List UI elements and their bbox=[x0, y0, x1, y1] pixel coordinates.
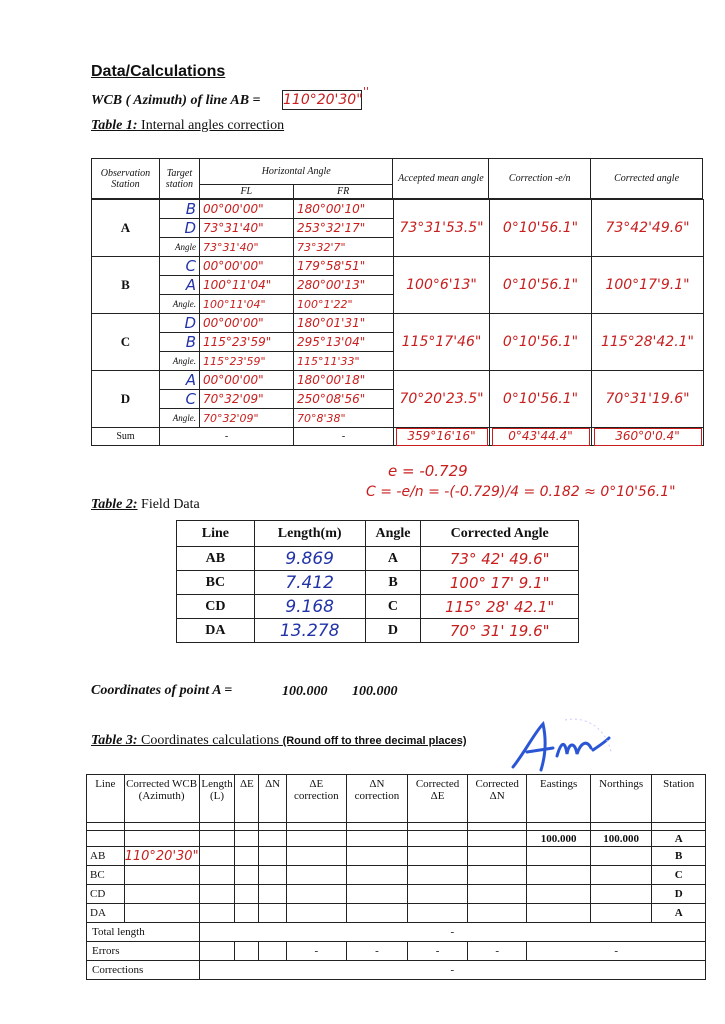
empty-cell bbox=[527, 866, 590, 885]
table1-caption bbox=[91, 118, 284, 134]
length-cell: 7.412 bbox=[254, 571, 365, 595]
empty-cell bbox=[286, 847, 346, 866]
empty-cell bbox=[87, 823, 125, 831]
empty-cell bbox=[590, 823, 652, 831]
line-cell: BC bbox=[177, 571, 255, 595]
empty-cell bbox=[467, 831, 527, 847]
coords-header-cell: Northings bbox=[590, 775, 652, 823]
fr-reading: 180°00'10" bbox=[293, 199, 394, 219]
sum-dash: - bbox=[159, 427, 294, 446]
wcb-label: WCB ( Azimuth) of line AB = bbox=[91, 93, 261, 108]
angle-label: Angle. bbox=[159, 294, 200, 314]
length-cell: 13.278 bbox=[254, 619, 365, 643]
mean-angle: 100°6'13" bbox=[393, 256, 490, 314]
corrected-angle: 73°42'49.6" bbox=[591, 199, 704, 257]
sum-correction: 0°43'44.4" bbox=[489, 427, 592, 446]
coords-header-cell: ΔN bbox=[259, 775, 287, 823]
line-cell: DA bbox=[87, 904, 125, 923]
coords-header-cell: ΔE correction bbox=[286, 775, 346, 823]
target-station: D bbox=[159, 218, 200, 238]
fl-reading: 115°23'59" bbox=[199, 351, 294, 371]
fl-reading: 00°00'00" bbox=[199, 313, 294, 333]
empty-cell bbox=[527, 904, 590, 923]
mean-angle: 115°17'46" bbox=[393, 313, 490, 371]
start-easting: 100.000 bbox=[527, 831, 590, 847]
obs-station-c: C bbox=[91, 313, 160, 371]
start-row bbox=[87, 831, 706, 847]
sum-row bbox=[91, 427, 703, 445]
coords-header-cell: Corrected ΔN bbox=[467, 775, 527, 823]
target-station: C bbox=[159, 389, 200, 409]
empty-cell bbox=[286, 823, 346, 831]
station-cell: C bbox=[652, 866, 706, 885]
fr-reading: 250°08'56" bbox=[293, 389, 394, 409]
sum-corrected: 360°0'0.4" bbox=[591, 427, 704, 446]
target-station: B bbox=[159, 199, 200, 219]
empty-cell bbox=[124, 831, 199, 847]
table1-title: Internal angles correction bbox=[137, 118, 285, 133]
empty-cell bbox=[235, 847, 259, 866]
length-header: Length(m) bbox=[254, 521, 365, 547]
empty-cell bbox=[346, 847, 408, 866]
coords-header-row bbox=[87, 775, 706, 823]
empty-cell bbox=[259, 831, 287, 847]
empty-cell bbox=[235, 823, 259, 831]
empty-cell bbox=[124, 823, 199, 831]
corrected-angle: 100°17'9.1" bbox=[591, 256, 704, 314]
error-calc: e = -0.729 bbox=[388, 462, 468, 480]
length-cell: 9.168 bbox=[254, 595, 365, 619]
fr-reading: 295°13'04" bbox=[293, 332, 394, 352]
field-data-row bbox=[177, 571, 579, 595]
correction-value: 0°10'56.1" bbox=[489, 199, 592, 257]
coords-header-cell: ΔE bbox=[235, 775, 259, 823]
corrected-angle-header: Corrected Angle bbox=[421, 521, 579, 547]
empty-cell bbox=[590, 904, 652, 923]
sum-mean: 359°16'16" bbox=[393, 427, 490, 446]
total-length-value: - bbox=[199, 923, 705, 942]
coords-header-cell: Station bbox=[652, 775, 706, 823]
obs-station-a: A bbox=[91, 199, 160, 257]
spacer-row bbox=[87, 823, 706, 831]
empty-cell bbox=[408, 823, 468, 831]
field-data-row bbox=[177, 619, 579, 643]
corrections-row-label: Corrections bbox=[87, 961, 200, 980]
empty-cell bbox=[527, 823, 590, 831]
empty-cell bbox=[346, 904, 408, 923]
table3-note: (Round off to three decimal places) bbox=[282, 735, 467, 747]
empty-cell bbox=[467, 823, 527, 831]
empty-cell bbox=[346, 885, 408, 904]
field-data-row bbox=[177, 547, 579, 571]
obs-station-b: B bbox=[91, 256, 160, 314]
wcb-value-box bbox=[282, 90, 362, 110]
line-cell: BC bbox=[87, 866, 125, 885]
empty-cell bbox=[590, 885, 652, 904]
empty-cell bbox=[286, 885, 346, 904]
fr-reading: 180°01'31" bbox=[293, 313, 394, 333]
station-cell: A bbox=[652, 904, 706, 923]
empty-cell bbox=[652, 823, 706, 831]
table2-label: Table 2: bbox=[91, 497, 138, 512]
fl-reading: 70°32'09" bbox=[199, 408, 294, 428]
corrected-angle: 115°28'42.1" bbox=[591, 313, 704, 371]
field-data-row bbox=[177, 595, 579, 619]
empty-cell bbox=[408, 904, 468, 923]
empty-cell bbox=[286, 904, 346, 923]
coordinates-table bbox=[86, 774, 706, 980]
horizontal-angle-header: Horizontal Angle bbox=[199, 159, 393, 185]
empty-cell bbox=[346, 831, 408, 847]
fl-reading: 115°23'59" bbox=[199, 332, 294, 352]
wcb-cell bbox=[124, 904, 199, 923]
coords-header-cell: ΔN correction bbox=[346, 775, 408, 823]
line-cell: DA bbox=[177, 619, 255, 643]
correction-value: 0°10'56.1" bbox=[489, 313, 592, 371]
obs-station-d: D bbox=[91, 370, 160, 428]
angle-label: Angle. bbox=[159, 408, 200, 428]
fr-reading: 73°32'7" bbox=[293, 237, 394, 257]
target-station: C bbox=[159, 256, 200, 276]
corrected-angle-cell: 73° 42' 49.6" bbox=[421, 547, 579, 571]
wcb-cell bbox=[124, 885, 199, 904]
station-cell: B bbox=[652, 847, 706, 866]
fr-reading: 180°00'18" bbox=[293, 370, 394, 390]
signature-stamp bbox=[505, 712, 615, 782]
empty-cell bbox=[199, 823, 235, 831]
coords-header-cell: Length (L) bbox=[199, 775, 235, 823]
empty-cell bbox=[259, 823, 287, 831]
errors-row bbox=[87, 942, 706, 961]
fl-reading: 73°31'40" bbox=[199, 218, 294, 238]
line-cell: CD bbox=[87, 885, 125, 904]
fl-reading: 70°32'09" bbox=[199, 389, 294, 409]
fl-reading: 00°00'00" bbox=[199, 199, 294, 219]
empty-cell bbox=[199, 866, 235, 885]
fl-reading: 00°00'00" bbox=[199, 370, 294, 390]
empty-cell bbox=[87, 831, 125, 847]
coord-a-northing: 100.000 bbox=[352, 684, 398, 699]
target-station: A bbox=[159, 370, 200, 390]
error-cell: - bbox=[346, 942, 408, 961]
coords-header-cell: Eastings bbox=[527, 775, 590, 823]
fr-reading: 70°8'38" bbox=[293, 408, 394, 428]
empty-cell bbox=[527, 885, 590, 904]
corrected-angle-cell: 100° 17' 9.1" bbox=[421, 571, 579, 595]
target-station: D bbox=[159, 313, 200, 333]
fl-reading: 73°31'40" bbox=[199, 237, 294, 257]
table1-label: Table 1: bbox=[91, 118, 138, 133]
obs-station-header: Observation Station bbox=[92, 159, 160, 199]
angle-label: Angle. bbox=[159, 351, 200, 371]
empty-cell bbox=[259, 904, 287, 923]
fr-reading: 179°58'51" bbox=[293, 256, 394, 276]
corrected-angle-header: Corrected angle bbox=[591, 159, 703, 199]
empty-cell bbox=[527, 847, 590, 866]
line-cell: AB bbox=[177, 547, 255, 571]
empty-cell bbox=[199, 904, 235, 923]
target-station: A bbox=[159, 275, 200, 295]
correction-value: 0°10'56.1" bbox=[489, 256, 592, 314]
corrections-value: - bbox=[199, 961, 705, 980]
wcb-mark: '' bbox=[363, 85, 370, 98]
fr-reading: 280°00'13" bbox=[293, 275, 394, 295]
empty-cell bbox=[286, 866, 346, 885]
fl-reading: 100°11'04" bbox=[199, 275, 294, 295]
correction-header: Correction -e/n bbox=[489, 159, 591, 199]
empty-cell bbox=[199, 831, 235, 847]
empty-cell bbox=[346, 866, 408, 885]
corrected-angle-cell: 115° 28' 42.1" bbox=[421, 595, 579, 619]
coords-row bbox=[87, 885, 706, 904]
total-length-row-label: Total length bbox=[87, 923, 200, 942]
target-station-header: Target station bbox=[159, 159, 199, 199]
empty-cell bbox=[467, 847, 527, 866]
angle-cell: A bbox=[365, 547, 421, 571]
table3-caption bbox=[91, 733, 467, 749]
correction-value: 0°10'56.1" bbox=[489, 370, 592, 428]
table3-label: Table 3: bbox=[91, 733, 138, 748]
station-block-b bbox=[91, 256, 703, 313]
wcb-value: 110°20'30" bbox=[283, 92, 363, 108]
mean-angle: 70°20'23.5" bbox=[393, 370, 490, 428]
station-block-c bbox=[91, 313, 703, 370]
fr-reading: 253°32'17" bbox=[293, 218, 394, 238]
fr-reading: 115°11'33" bbox=[293, 351, 394, 371]
table3-title: Coordinates calculations bbox=[137, 733, 283, 748]
empty-cell bbox=[467, 885, 527, 904]
coords-row bbox=[87, 866, 706, 885]
signature-icon bbox=[505, 712, 615, 782]
station-cell: A bbox=[652, 831, 706, 847]
fr-reading: 100°1'22" bbox=[293, 294, 394, 314]
coords-row bbox=[87, 904, 706, 923]
error-cell: - bbox=[286, 942, 346, 961]
empty-cell bbox=[590, 847, 652, 866]
empty-cell bbox=[467, 904, 527, 923]
angle-cell: D bbox=[365, 619, 421, 643]
empty-cell bbox=[235, 831, 259, 847]
length-cell: 9.869 bbox=[254, 547, 365, 571]
mean-angle-header: Accepted mean angle bbox=[393, 159, 489, 199]
mean-angle: 73°31'53.5" bbox=[393, 199, 490, 257]
empty-cell bbox=[408, 885, 468, 904]
table2-title: Field Data bbox=[137, 497, 200, 512]
coords-label: Coordinates of point A = bbox=[91, 683, 233, 698]
error-cell bbox=[199, 942, 235, 961]
fr-header: FR bbox=[293, 185, 393, 199]
angle-cell: C bbox=[365, 595, 421, 619]
line-header: Line bbox=[177, 521, 255, 547]
empty-cell bbox=[235, 904, 259, 923]
empty-cell bbox=[259, 847, 287, 866]
empty-cell bbox=[235, 866, 259, 885]
station-block-a bbox=[91, 199, 703, 256]
empty-cell bbox=[346, 823, 408, 831]
internal-angles-table bbox=[91, 158, 703, 199]
correction-calc: C = -e/n = -(-0.729)/4 = 0.182 ≈ 0°10'56.1" bbox=[366, 484, 676, 500]
error-cell: - bbox=[527, 942, 706, 961]
page-title: Data/Calculations bbox=[91, 63, 226, 80]
empty-cell bbox=[259, 885, 287, 904]
empty-cell bbox=[286, 831, 346, 847]
total-length-row bbox=[87, 923, 706, 942]
sum-label: Sum bbox=[91, 427, 160, 446]
corrections-row bbox=[87, 961, 706, 980]
error-cell bbox=[259, 942, 287, 961]
start-northing: 100.000 bbox=[590, 831, 652, 847]
field-data-table bbox=[176, 520, 579, 643]
corrected-angle-cell: 70° 31' 19.6" bbox=[421, 619, 579, 643]
target-station: B bbox=[159, 332, 200, 352]
angle-label: Angle bbox=[159, 237, 200, 257]
wcb-cell: 110°20'30" bbox=[124, 848, 199, 864]
fl-reading: 00°00'00" bbox=[199, 256, 294, 276]
empty-cell bbox=[259, 866, 287, 885]
empty-cell bbox=[199, 847, 235, 866]
empty-cell bbox=[467, 866, 527, 885]
coords-header-cell: Line bbox=[87, 775, 125, 823]
coords-header-cell: Corrected ΔE bbox=[408, 775, 468, 823]
table2-caption bbox=[91, 497, 200, 513]
empty-cell bbox=[199, 885, 235, 904]
station-cell: D bbox=[652, 885, 706, 904]
fl-reading: 100°11'04" bbox=[199, 294, 294, 314]
error-cell: - bbox=[467, 942, 527, 961]
fl-header: FL bbox=[199, 185, 293, 199]
line-cell: CD bbox=[177, 595, 255, 619]
coords-row bbox=[87, 847, 706, 866]
empty-cell bbox=[235, 885, 259, 904]
coords-header-cell: Corrected WCB (Azimuth) bbox=[124, 775, 199, 823]
station-block-d bbox=[91, 370, 703, 427]
error-cell bbox=[235, 942, 259, 961]
sum-dash: - bbox=[293, 427, 394, 446]
empty-cell bbox=[408, 847, 468, 866]
corrected-angle: 70°31'19.6" bbox=[591, 370, 704, 428]
line-cell: AB bbox=[87, 847, 125, 866]
coord-a-easting: 100.000 bbox=[282, 684, 328, 699]
empty-cell bbox=[408, 866, 468, 885]
errors-row-label: Errors bbox=[87, 942, 200, 961]
angle-cell: B bbox=[365, 571, 421, 595]
angle-header: Angle bbox=[365, 521, 421, 547]
error-cell: - bbox=[408, 942, 468, 961]
empty-cell bbox=[590, 866, 652, 885]
empty-cell bbox=[408, 831, 468, 847]
wcb-cell bbox=[124, 866, 199, 885]
